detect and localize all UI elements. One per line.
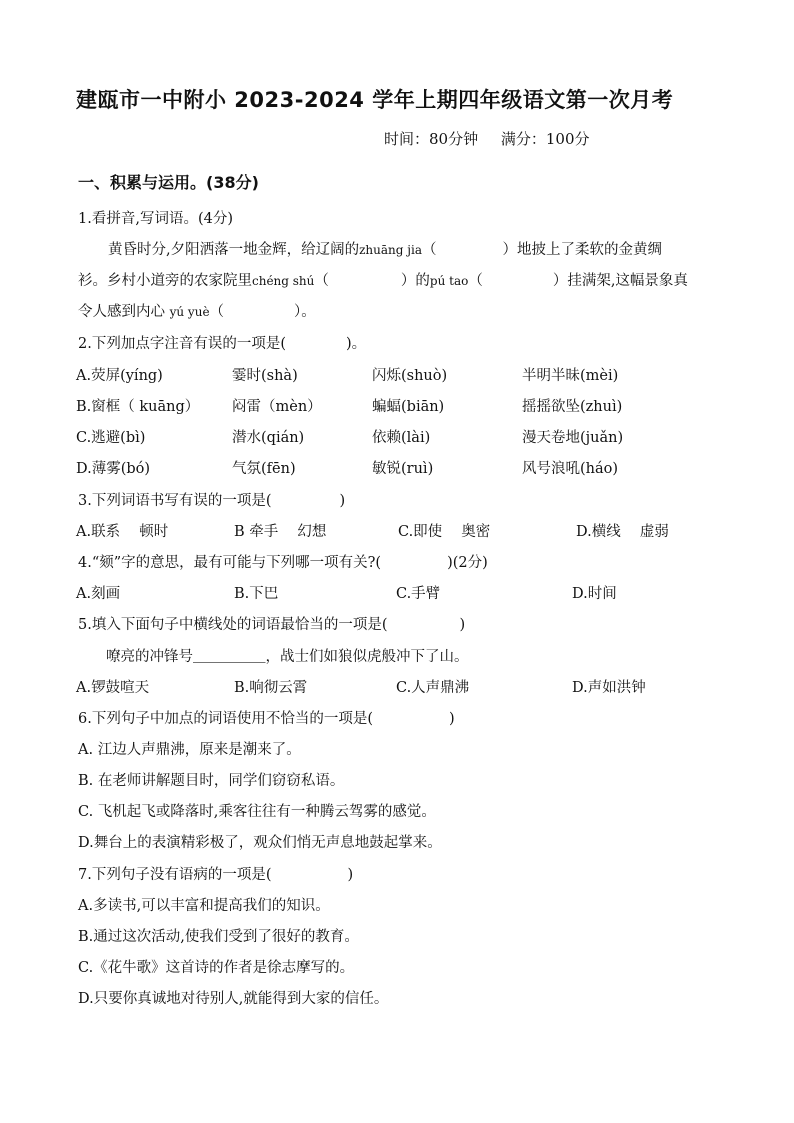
q5-option-c: C.人声鼎沸	[396, 680, 470, 696]
q6-option-c: C. 飞机起飞或降落时,乘客往往有一种腾云驾雾的感觉。	[78, 804, 436, 820]
q2-c-2: 潜水(qián)	[232, 430, 305, 446]
exam-time: 时间：80分钟	[384, 130, 479, 148]
q5-option-d: D.声如洪钟	[572, 680, 646, 696]
page-title: 建瓯市一中附小 2023-2024 学年上期四年级语文第一次月考	[76, 88, 674, 112]
q1-line-1: 黄昏时分,夕阳洒落一地金辉，给辽阔的zhuāng jia（ ）地披上了柔软的金黄绸	[108, 242, 662, 258]
q5-option-b: B.响彻云霄	[234, 680, 308, 696]
q1-line-2: 衫。乡村小道旁的农家院里chéng shú（ ）的pú tao（ ）挂满架,这幅景象真	[78, 273, 688, 289]
q6-stem: 6.下列句子中加点的词语使用不恰当的一项是( )	[78, 711, 455, 727]
pinyin: pú tao	[429, 274, 469, 288]
q1-line-3: 令人感到内心 yú yuè（ ）。	[78, 304, 316, 320]
q3-option-c: C.即使 奥密	[398, 524, 491, 540]
q6-option-d: D.舞台上的表演精彩极了，观众们悄无声息地鼓起掌来。	[78, 835, 442, 851]
q3-stem: 3.下列词语书写有误的一项是( )	[78, 493, 346, 509]
q2-a-2: 霎时(shà)	[232, 368, 298, 384]
q1-stem: 1.看拼音,写词语。(4分)	[78, 211, 233, 227]
q3-option-d: D.横线 虚弱	[576, 524, 669, 540]
exam-meta	[384, 128, 608, 149]
q3-option-b: B 牵手 幻想	[234, 524, 327, 540]
q2-b-2: 闷雷（mèn）	[232, 399, 322, 415]
pinyin: chéng shú	[252, 274, 315, 288]
q2-a-1: A.荧屏(yíng)	[76, 368, 163, 384]
q2-c-3: 依赖(lài)	[372, 430, 431, 446]
q4-option-c: C.手臂	[396, 586, 441, 602]
q2-a-4: 半明半昧(mèi)	[522, 368, 619, 384]
q2-b-3: 蝙蝠(biān)	[372, 399, 445, 415]
q4-option-d: D.时间	[572, 586, 617, 602]
q7-option-a: A.多读书,可以丰富和提高我们的知识。	[78, 898, 330, 914]
q2-d-2: 气氛(fēn)	[232, 461, 296, 477]
q7-option-d: D.只要你真诚地对待别人,就能得到大家的信任。	[78, 991, 389, 1007]
q5-option-a: A.锣鼓喧天	[76, 680, 150, 696]
q4-option-a: A.刻画	[76, 586, 121, 602]
q2-c-1: C.逃避(bì)	[76, 430, 146, 446]
q2-d-3: 敏锐(ruì)	[372, 461, 434, 477]
exam-score: 满分：100分	[500, 130, 590, 148]
q7-option-c: C.《花牛歌》这首诗的作者是徐志摩写的。	[78, 960, 355, 976]
q2-b-4: 摇摇欲坠(zhuì)	[522, 399, 623, 415]
pinyin: yú yuè	[169, 305, 210, 319]
q2-d-4: 风号浪吼(háo)	[522, 461, 619, 477]
q5-stem: 5.填入下面句子中横线处的词语最恰当的一项是( )	[78, 617, 466, 633]
q7-stem: 7.下列句子没有语病的一项是( )	[78, 867, 354, 883]
q5-sentence: 嘹亮的冲锋号＿＿＿＿＿，战士们如狼似虎般冲下了山。	[106, 649, 469, 665]
q2-a-3: 闪烁(shuò)	[372, 368, 448, 384]
q2-stem: 2.下列加点字注音有误的一项是( )。	[78, 336, 367, 352]
q6-option-a: A. 江边人声鼎沸，原来是潮来了。	[78, 742, 301, 758]
q2-d-1: D.薄雾(bó)	[76, 461, 151, 477]
q6-option-b: B. 在老师讲解题目时，同学们窃窃私语。	[78, 773, 345, 789]
section-heading: 一、积累与运用。(38分)	[78, 173, 259, 192]
q2-b-1: B.窗框（ kuāng）	[76, 399, 200, 415]
q4-stem: 4.“颏”字的意思，最有可能与下列哪一项有关?( )(2分)	[78, 555, 488, 571]
pinyin: zhuāng jia	[359, 243, 422, 257]
q2-c-4: 漫天卷地(juǎn)	[522, 430, 624, 446]
q3-option-a: A.联系 顿时	[76, 524, 169, 540]
q4-option-b: B.下巴	[234, 586, 279, 602]
q7-option-b: B.通过这次活动,使我们受到了很好的教育。	[78, 929, 359, 945]
